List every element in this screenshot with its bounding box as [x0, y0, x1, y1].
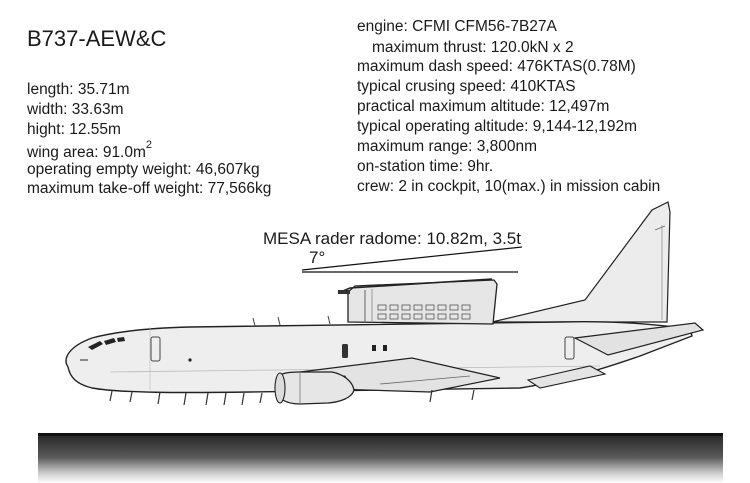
spec-thrust: maximum thrust: 120.0kN x 2	[372, 39, 574, 56]
spec-cruise-speed: typical crusing speed: 410KTAS	[357, 78, 576, 95]
spec-length: length: 35.71m	[27, 81, 130, 98]
page-title: B737-AEW&C	[27, 26, 167, 51]
spec-range: maximum range: 3,800nm	[357, 138, 538, 155]
spec-dash-speed: maximum dash speed: 476KTAS(0.78M)	[357, 58, 636, 75]
spec-wing-area-label: wing area: 91.0m	[27, 144, 146, 162]
spec-operating-altitude: typical operating altitude: 9,144-12,192m	[357, 118, 638, 135]
spec-engine: engine: CFMI CFM56-7B27A	[357, 18, 557, 35]
angle-indicator	[302, 247, 522, 272]
radome-label: MESA rader radome: 10.82m, 3.5t	[263, 229, 521, 248]
overwing-exit	[342, 344, 348, 358]
spec-on-station: on-station time: 9hr.	[357, 158, 494, 175]
spec-height: hight: 12.55m	[27, 121, 121, 138]
engine-nacelle	[276, 372, 354, 404]
spec-empty-weight: operating empty weight: 46,607kg	[27, 161, 260, 178]
spec-crew: crew: 2 in cockpit, 10(max.) in mission cabin	[357, 178, 661, 195]
spec-takeoff-weight: maximum take-off weight: 77,566kg	[27, 180, 272, 197]
vertical-stabilizer	[492, 202, 670, 322]
angle-label: 7°	[309, 248, 326, 267]
spec-max-altitude: practical maximum altitude: 12,497m	[357, 98, 610, 115]
spec-wing-area-sup: 2	[145, 139, 153, 151]
ground-shadow	[38, 436, 723, 483]
spec-width: width: 33.63m	[27, 101, 124, 118]
